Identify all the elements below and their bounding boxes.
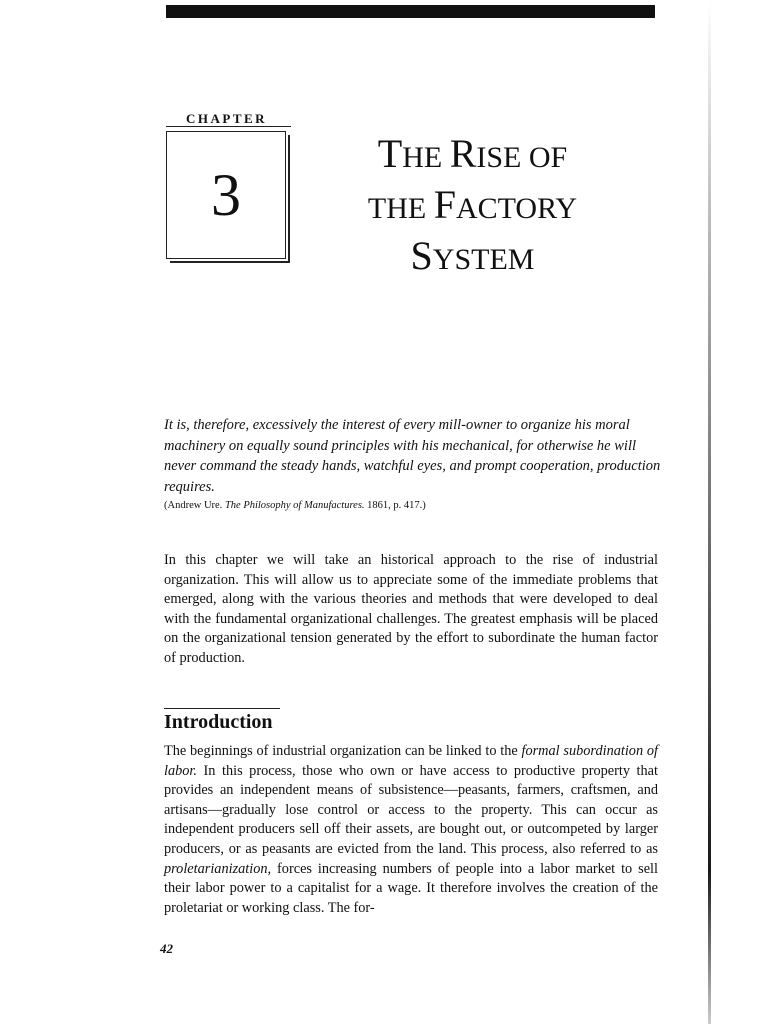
chapter-number: 3 bbox=[211, 162, 241, 228]
epigraph-quote: It is, therefore, excessively the interest of every mill-owner to organize his moral machinery on equally sound principles with his mechanical, for otherwise he will never command the steady hands, watchful eyes, and prompt cooperation, production requires. bbox=[164, 417, 661, 495]
epigraph-source: (Andrew Ure. The Philosophy of Manufactures. 1861, p. 417.) bbox=[164, 500, 426, 512]
chapter-number-box bbox=[166, 131, 286, 259]
title-line-1: THE RISE OF bbox=[377, 131, 568, 176]
term-proletarianization: proletarianization, bbox=[164, 860, 272, 877]
chapter-label: CHAPTER bbox=[186, 111, 268, 126]
title-line-3: SYSTEM bbox=[410, 233, 535, 278]
term-formal-subordination: formal subordination of labor. bbox=[164, 743, 659, 779]
section-paragraph: The beginnings of industrial organization can be linked to the formal subordination of labor. In this process, those who own or have access to productive property that provides an independent means of subsistence—peasants, farmers, craftsmen, and artisans—gradually lose control or access to the property. This can occur as independent producers sell off their assets, are bought out, or outcompeted by larger producers, or as peasants are evicted from the land. This process, also referred to as proletarianization, forces increasing numbers of people into a labor market to sell their labor power to a capitalist for a wage. It therefore involves the creation of the proletariat or working class. The for- bbox=[164, 743, 659, 916]
scan-binding-edge bbox=[708, 0, 711, 1024]
section-heading: Introduction bbox=[164, 711, 273, 733]
epigraph bbox=[164, 415, 664, 513]
section-heading-rule bbox=[164, 708, 280, 709]
top-rule bbox=[166, 5, 655, 18]
epigraph-source-work: The Philosophy of Manufactures. bbox=[224, 500, 365, 512]
page-number: 42 bbox=[160, 941, 173, 956]
intro-paragraph: In this chapter we will take an historical approach to the rise of industrial organization. This will allow us to appreciate some of the immediate problems that emerged, along with the various theories and methods that were developed to deal with the fundamental organizational challenges. The greatest emphasis will be placed on the organizational tension generated by the effort to subordinate the human factor of production. bbox=[164, 552, 658, 666]
chapter-label-rule bbox=[166, 126, 291, 127]
chapter-title bbox=[300, 130, 645, 283]
title-line-2: THE FACTORY bbox=[367, 182, 578, 227]
